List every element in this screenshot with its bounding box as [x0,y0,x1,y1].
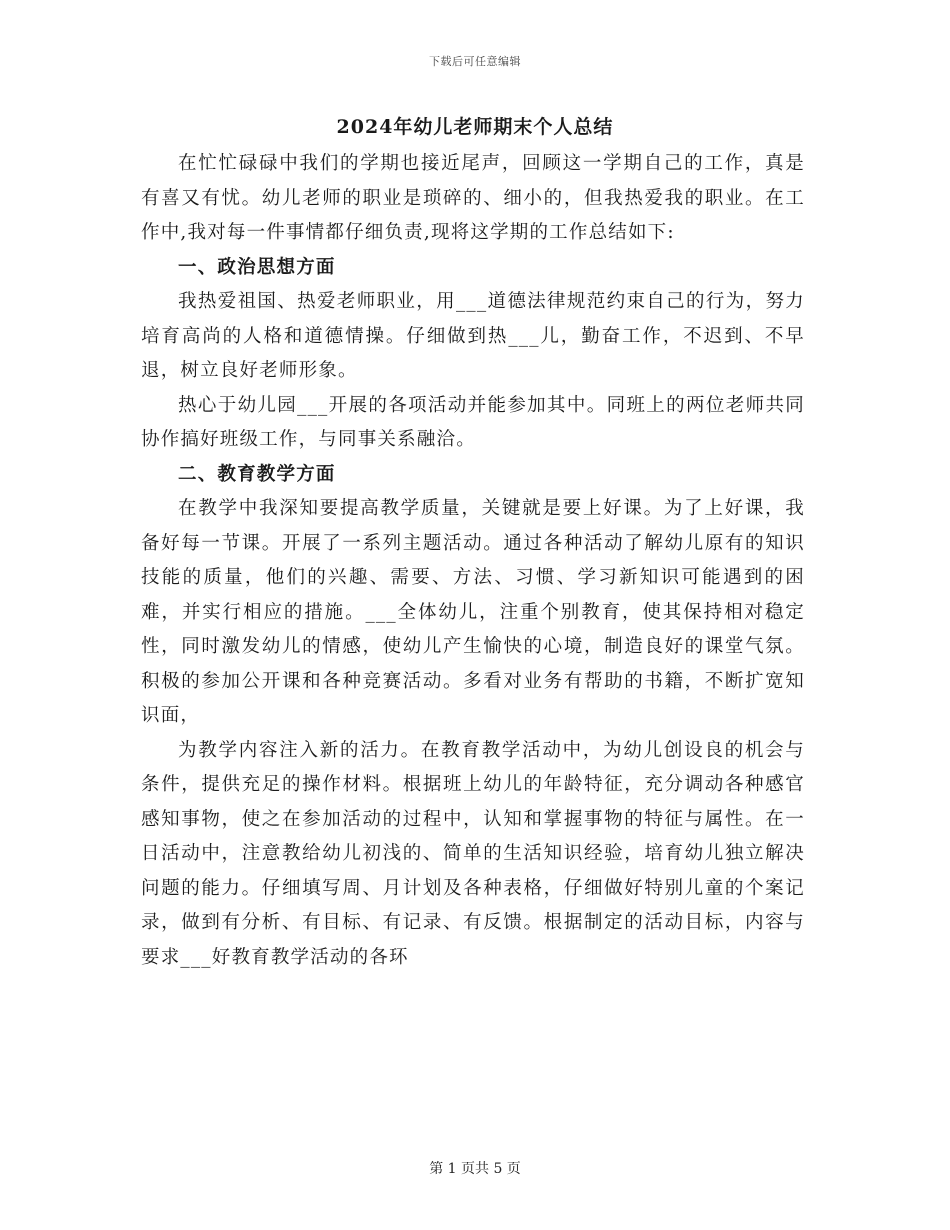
teaching-paragraph-1: 在教学中我深知要提高教学质量，关键就是要上好课。为了上好课，我备好每一节课。开展了一系列主题活动。通过各种活动了解幼儿原有的知识技能的质量，他们的兴趣、需要、方法、习惯、学习新知识可能遇到的困难，并实行相应的措施。___全体幼儿，注重个别教育，使其保持相对稳定性，同时激发幼儿的情感，使幼儿产生愉快的心境，制造良好的课堂气氛。积极的参加公开课和各种竞赛活动。多看对业务有帮助的书籍，不断扩宽知识面， [141,498,805,726]
section-heading-teaching: 二、教育教学方面 [178,463,336,485]
document-title: 2024年幼儿老师期末个人总结 [336,116,614,138]
politics-paragraph-2: 热心于幼儿园___开展的各项活动并能参加其中。同班上的两位老师共同协作搞好班级工作，与同事关系融洽。 [141,394,805,450]
teaching-paragraph-2: 为教学内容注入新的活力。在教育教学活动中，为幼儿创设良的机会与条件，提供充足的操作材料。根据班上幼儿的年龄特征，充分调动各种感官感知事物，使之在参加活动的过程中，认知和掌握事物的特征与属性。在一日活动中，注意教给幼儿初浅的、简单的生活知识经验，培育幼儿独立解决问题的能力。仔细填写周、月计划及各种表格，仔细做好特别儿童的个案记录，做到有分析、有目标、有记录、有反馈。根据制定的活动目标，内容与要求___好教育教学活动的各环 [141,739,805,968]
page-number: 第 1 页共 5 页 [429,1161,521,1177]
intro-paragraph: 在忙忙碌碌中我们的学期也接近尾声，回顾这一学期自己的工作，真是有喜又有忧。幼儿老师的职业是琐碎的、细小的，但我热爱我的职业。在工作中,我对每一件事情都仔细负责,现将这学期的工作总结如下: [141,153,805,243]
politics-paragraph-1: 我热爱祖国、热爱老师职业，用___道德法律规范约束自己的行为，努力培育高尚的人格和道德情操。仔细做到热___儿，勤奋工作，不迟到、不早退，树立良好老师形象。 [141,291,805,381]
section-heading-politics: 一、政治思想方面 [178,256,336,278]
page-header-note: 下载后可任意编辑 [429,55,521,68]
document-body [141,147,805,975]
